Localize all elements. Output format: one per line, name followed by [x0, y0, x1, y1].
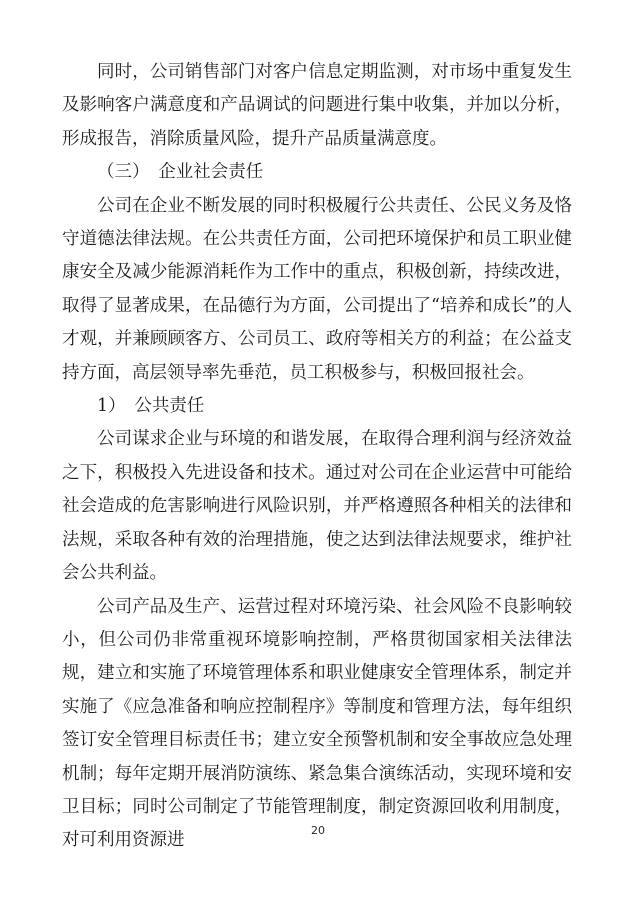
subsection-heading-public-responsibility: 1） 公共责任 [97, 396, 205, 417]
document-body [62, 56, 572, 858]
section-heading-corporate-social-responsibility: （三） 企业社会责任 [97, 162, 264, 183]
paragraph-environment-safety-management: 公司产品及生产、运营过程对环境污染、社会风险不良影响较小，但公司仍非常重视环境影响控制，严格贯彻国家相关法律法规，建立和实施了环境管理体系和职业健康安全管理体系，制定并实施了《应急准备和响应控制程序》等制度和管理方法，每年组织签订安全管理目标责任书；建立安全预警机制和安全事故应急处理机制；每年定期开展消防演练、紧急集合演练活动，实现环境和安卫目标；同时公司制定了节能管理制度，制定资源回收利用制度，对可利用资源进 [62, 596, 572, 851]
page-number: 20 [311, 824, 325, 837]
paragraph-quality-monitoring: 同时，公司销售部门对客户信息定期监测，对市场中重复发生及影响客户满意度和产品调试的问题进行集中收集，并加以分析，形成报告，消除质量风险，提升产品质量满意度。 [62, 62, 572, 149]
paragraph-harmonious-development: 公司谋求企业与环境的和谐发展，在取得合理利润与经济效益之下，积极投入先进设备和技术。通过对公司在企业运营中可能给社会造成的危害影响进行风险识别，并严格遵照各种相关的法律和法规，采取各种有效的治理措施，使之达到法律法规要求，维护社会公共利益。 [62, 429, 572, 584]
paragraph-csr-overview: 公司在企业不断发展的同时积极履行公共责任、公民义务及恪守道德法律法规。在公共责任方面，公司把环境保护和员工职业健康安全及减少能源消耗作为工作中的重点，积极创新，持续改进，取得了显著成果，在品德行为方面，公司提出了“培养和成长”的人才观，并兼顾顾客方、公司员工、政府等相关方的利益；在公益支持方面，高层领导率先垂范，员工积极参与，积极回报社会。 [62, 195, 572, 383]
